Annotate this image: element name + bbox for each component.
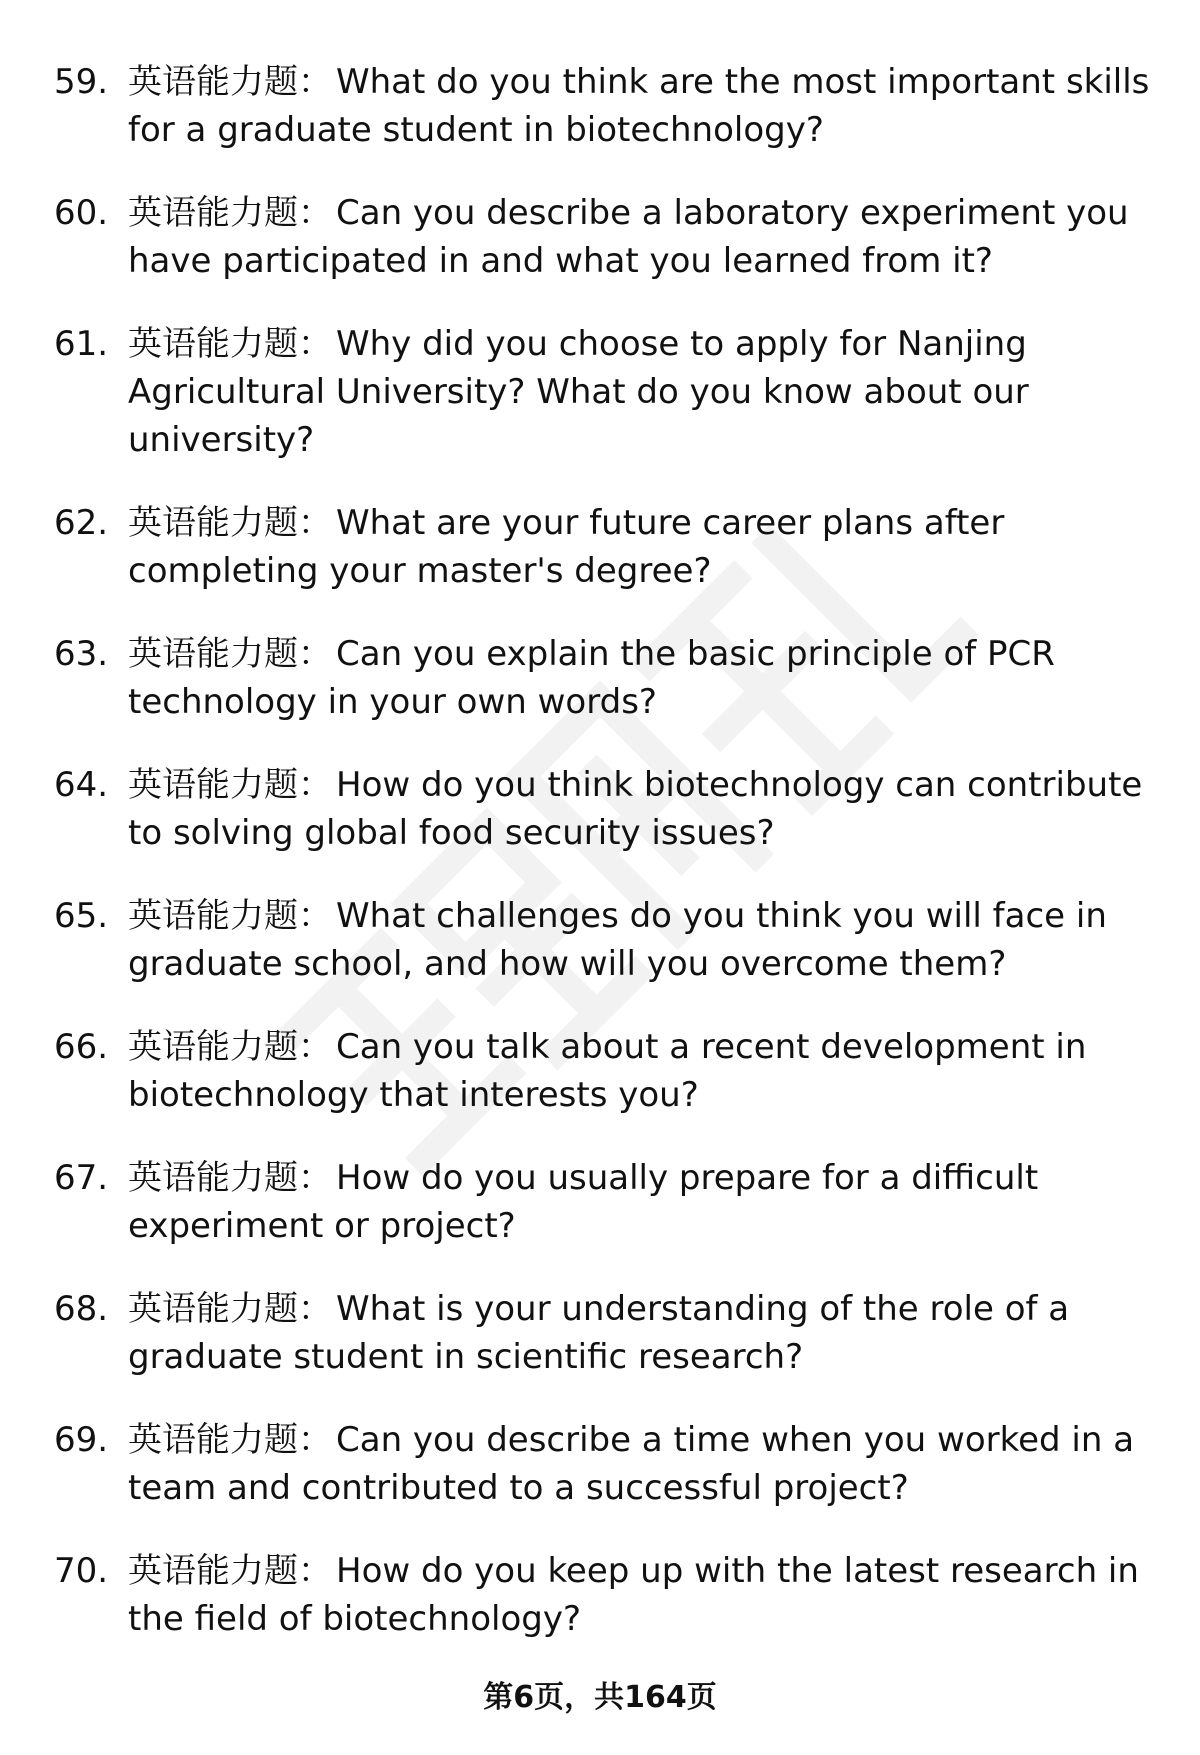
question-category: 英语能力题 — [128, 1289, 298, 1329]
question-number: 64. — [54, 765, 109, 805]
question-item — [54, 630, 1164, 726]
question-category: 英语能力题 — [128, 765, 298, 805]
question-separator: ： — [298, 1420, 332, 1460]
question-body — [128, 761, 1164, 857]
question-item — [54, 761, 1164, 857]
question-text: What do you think are the most important skills for a graduate student in biotechnology? — [128, 62, 1150, 150]
question-separator: ： — [298, 896, 332, 936]
question-category: 英语能力题 — [128, 896, 298, 936]
question-separator: ： — [298, 634, 332, 674]
question-separator: ： — [298, 503, 332, 543]
question-item — [54, 1023, 1164, 1119]
question-separator: ： — [298, 193, 332, 233]
question-number: 62. — [54, 503, 109, 543]
question-category: 英语能力题 — [128, 1158, 298, 1198]
question-category: 英语能力题 — [128, 1027, 298, 1067]
question-separator: ： — [298, 765, 332, 805]
question-body — [128, 1547, 1164, 1643]
question-category: 英语能力题 — [128, 1420, 298, 1460]
question-text: What challenges do you think you will face in graduate school, and how will you overcome them? — [128, 896, 1107, 984]
question-body — [128, 320, 1164, 464]
question-body — [128, 892, 1164, 988]
question-separator: ： — [298, 1027, 332, 1067]
question-separator: ： — [298, 1289, 332, 1329]
question-text: What are your future career plans after completing your master's degree? — [128, 503, 1005, 591]
question-text: What is your understanding of the role of a graduate student in scientific research? — [128, 1289, 1070, 1377]
question-number: 60. — [54, 193, 109, 233]
question-number: 63. — [54, 634, 109, 674]
question-item — [54, 499, 1164, 595]
question-body — [128, 1285, 1164, 1381]
question-list — [54, 58, 1164, 1678]
question-text: Can you describe a time when you worked in a team and contributed to a successful project? — [128, 1420, 1135, 1508]
question-text: How do you keep up with the latest research in the field of biotechnology? — [128, 1551, 1139, 1639]
question-body — [128, 1416, 1164, 1512]
question-category: 英语能力题 — [128, 503, 298, 543]
question-category: 英语能力题 — [128, 62, 298, 102]
question-item — [54, 1547, 1164, 1643]
question-body — [128, 1154, 1164, 1250]
question-category: 英语能力题 — [128, 1551, 298, 1591]
question-category: 英语能力题 — [128, 324, 298, 364]
question-separator: ： — [298, 62, 332, 102]
question-number: 67. — [54, 1158, 109, 1198]
question-category: 英语能力题 — [128, 634, 298, 674]
question-body — [128, 189, 1164, 285]
question-text: How do you think biotechnology can contribute to solving global food security issues? — [128, 765, 1143, 853]
question-item — [54, 320, 1164, 464]
question-separator: ： — [298, 324, 332, 364]
question-number: 70. — [54, 1551, 109, 1591]
question-item — [54, 1416, 1164, 1512]
question-number: 61. — [54, 324, 109, 364]
question-number: 68. — [54, 1289, 109, 1329]
question-item — [54, 1154, 1164, 1250]
question-separator: ： — [298, 1158, 332, 1198]
question-text: Can you talk about a recent development in biotechnology that interests you? — [128, 1027, 1087, 1115]
question-body — [128, 630, 1164, 726]
question-category: 英语能力题 — [128, 193, 298, 233]
question-text: How do you usually prepare for a difficult experiment or project? — [128, 1158, 1039, 1246]
question-item — [54, 892, 1164, 988]
question-item — [54, 189, 1164, 285]
question-number: 59. — [54, 62, 109, 102]
question-text: Why did you choose to apply for Nanjing Agricultural University? What do you know about our university? — [128, 324, 1029, 460]
question-separator: ： — [298, 1551, 332, 1591]
question-number: 65. — [54, 896, 109, 936]
question-number: 66. — [54, 1027, 109, 1067]
question-item — [54, 1285, 1164, 1381]
question-body — [128, 58, 1164, 154]
question-body — [128, 499, 1164, 595]
page-footer: 第6页，共164页 — [483, 1680, 717, 1715]
question-item — [54, 58, 1164, 154]
question-text: Can you explain the basic principle of PCR technology in your own words? — [128, 634, 1055, 722]
question-text: Can you describe a laboratory experiment you have participated in and what you learned from it? — [128, 193, 1129, 281]
question-number: 69. — [54, 1420, 109, 1460]
question-body — [128, 1023, 1164, 1119]
